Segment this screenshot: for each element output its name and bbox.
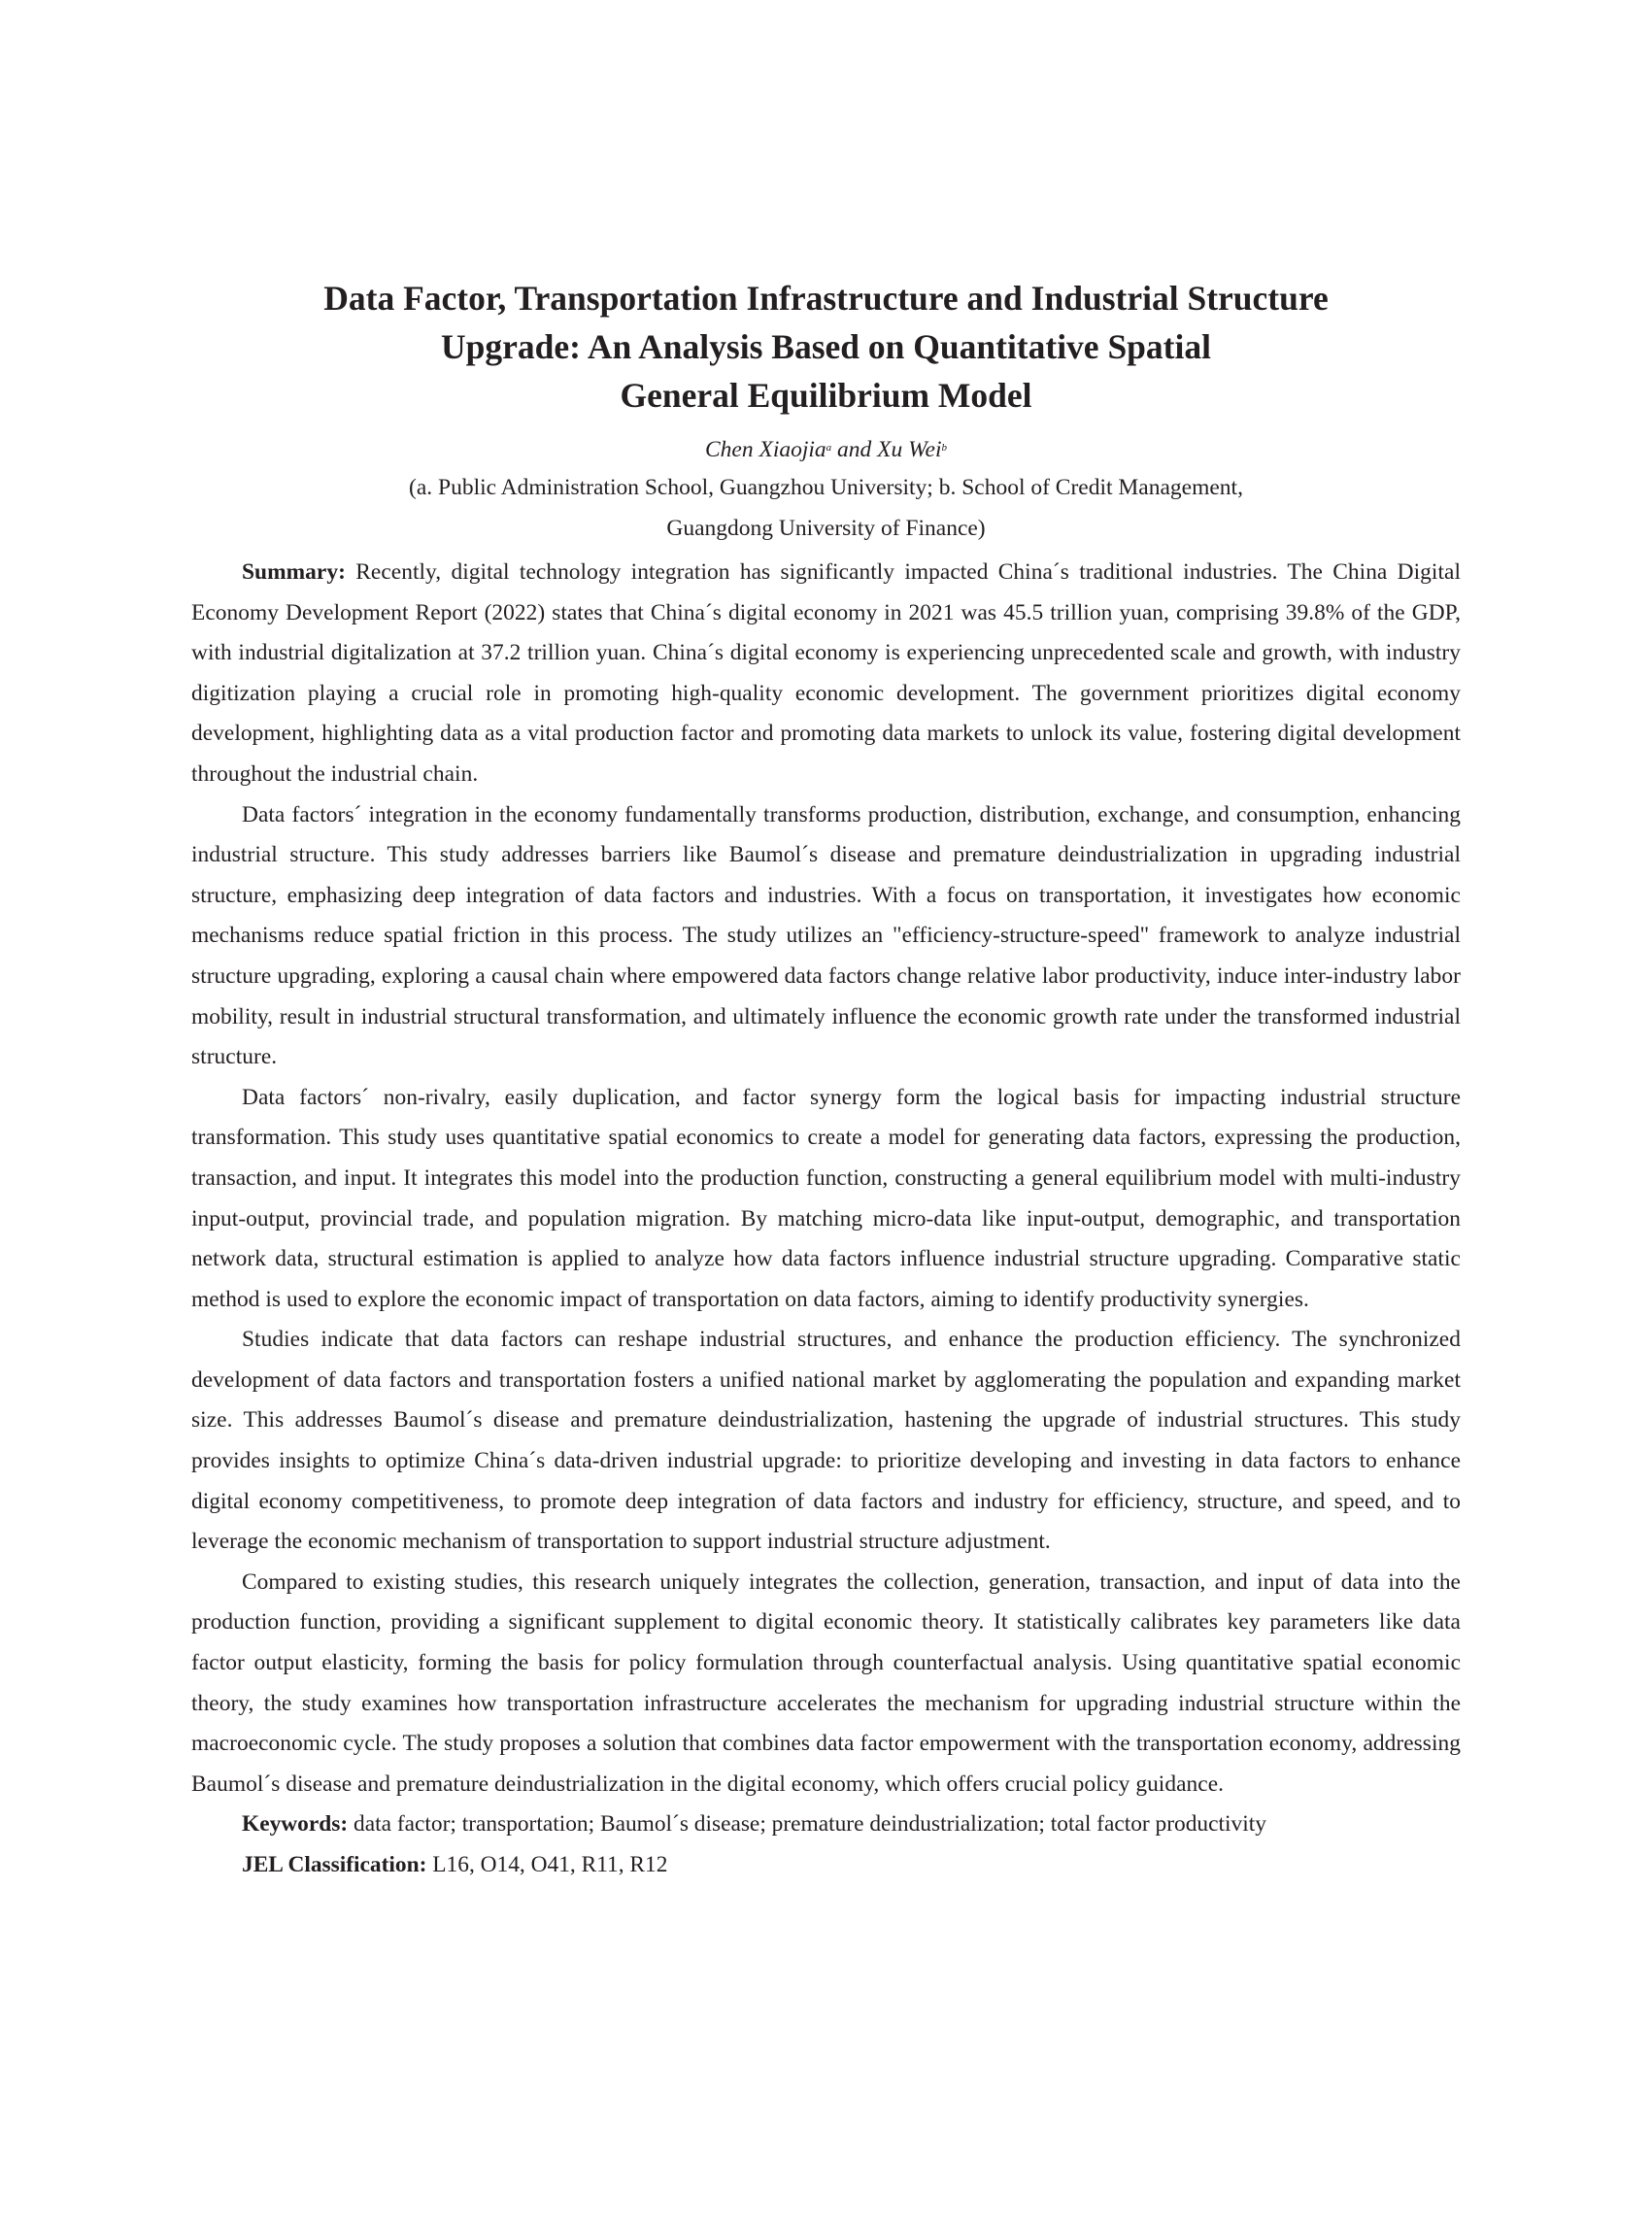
affiliation-line: (a. Public Administration School, Guangzhou University; b. School of Credit Management, [409,475,1243,500]
jel-label: JEL Classification: [242,1852,427,1877]
keywords-line [191,1804,1461,1845]
abstract-paragraph: Data factors´ integration in the economy fundamentally transforms production, distribution, exchange, and consumption, enhancing industrial structure. This study addresses barriers like Baumol´s disease and premature deindustrialization in upgrading industrial structure, emphasizing deep integration of data factors and industries. With a focus on transportation, it investigates how economic mechanisms reduce spatial friction in this process. The study utilizes an "efficiency-structure-speed" framework to analyze industrial structure upgrading, exploring a causal chain where empowered data factors change relative labor productivity, induce inter-industry labor mobility, result in industrial structural transformation, and ultimately influence the economic growth rate under the transformed industrial structure. [191,801,1461,1070]
keywords-text: data factor; transportation; Baumol´s disease; premature deindustrialization; total factor productivity [354,1811,1266,1838]
keywords-label: Keywords: [242,1811,349,1838]
title-line: Data Factor, Transportation Infrastructure and Industrial Structure [323,279,1329,318]
article-title [191,274,1461,420]
jel-line [191,1845,1461,1886]
abstract-paragraph: Studies indicate that data factors can reshape industrial structures, and enhance the production efficiency. The synchronized development of data factors and transportation fosters a unified national market by agglomerating the population and expanding market size. This addresses Baumol´s disease and premature deindustrialization, hastening the upgrade of industrial structures. This study provides insights to optimize China´s data-driven industrial upgrade: to prioritize developing and investing in data factors to enhance digital economy competitiveness, to promote deep integration of data factors and industry for efficiency, structure, and speed, and to leverage the economic mechanism of transportation to support industrial structure adjustment. [191,1327,1461,1555]
affiliations [191,468,1461,549]
author-name: Chen Xiaojia [704,437,826,462]
author-name: Xu Wei [877,437,942,462]
author-conjunction: and [831,437,878,462]
affiliation-line: Guangdong University of Finance) [666,515,986,541]
title-line: Upgrade: An Analysis Based on Quantitative Spatial [441,327,1211,366]
affiliation-mark: b [941,442,948,454]
abstract-body [191,553,1461,1886]
jel-codes: L16, O14, O41, R11, R12 [432,1852,668,1877]
title-line: General Equilibrium Model [620,376,1032,415]
summary-label: Summary: [242,559,346,585]
summary-paragraph [191,553,1461,795]
article-page [191,274,1461,1886]
affiliation-mark: a [826,442,832,454]
abstract-paragraph: Data factors´ non-rivalry, easily duplication, and factor synergy form the logical basis for impacting industrial structure transformation. This study uses quantitative spatial economics to create a model for generating data factors, expressing the production, transaction, and input. It integrates this model into the production function, constructing a general equilibrium model with multi-industry input-output, provincial trade, and population migration. By matching micro-data like input-output, demographic, and transportation network data, structural estimation is applied to analyze how data factors influence industrial structure upgrading. Comparative static method is used to explore the economic impact of transportation on data factors, aiming to identify productivity synergies. [191,1084,1461,1312]
abstract-paragraph: Compared to existing studies, this research uniquely integrates the collection, generation, transaction, and input of data into the production function, providing a significant supplement to digital economic theory. It statistically calibrates key parameters like data factor output elasticity, forming the basis for policy formulation through counterfactual analysis. Using quantitative spatial economic theory, the study examines how transportation infrastructure accelerates the mechanism for upgrading industrial structure within the macroeconomic cycle. The study proposes a solution that combines data factor empowerment with the transportation economy, addressing Baumol´s disease and premature deindustrialization in the digital economy, which offers crucial policy guidance. [191,1568,1461,1797]
author-line [191,431,1461,468]
paragraph-text: Recently, digital technology integration has significantly impacted China´s traditional industries. The China Digital Economy Development Report (2022) states that China´s digital economy in 2021 was 45.5 trillion yuan, comprising 39.8% of the GDP, with industrial digitalization at 37.2 trillion yuan. China´s digital economy is experiencing unprecedented scale and growth, with industry digitization playing a crucial role in promoting high-quality economic development. The government prioritizes digital economy development, highlighting data as a vital production factor and promoting data markets to unlock its value, fostering digital development throughout the industrial chain. [191,559,1461,787]
